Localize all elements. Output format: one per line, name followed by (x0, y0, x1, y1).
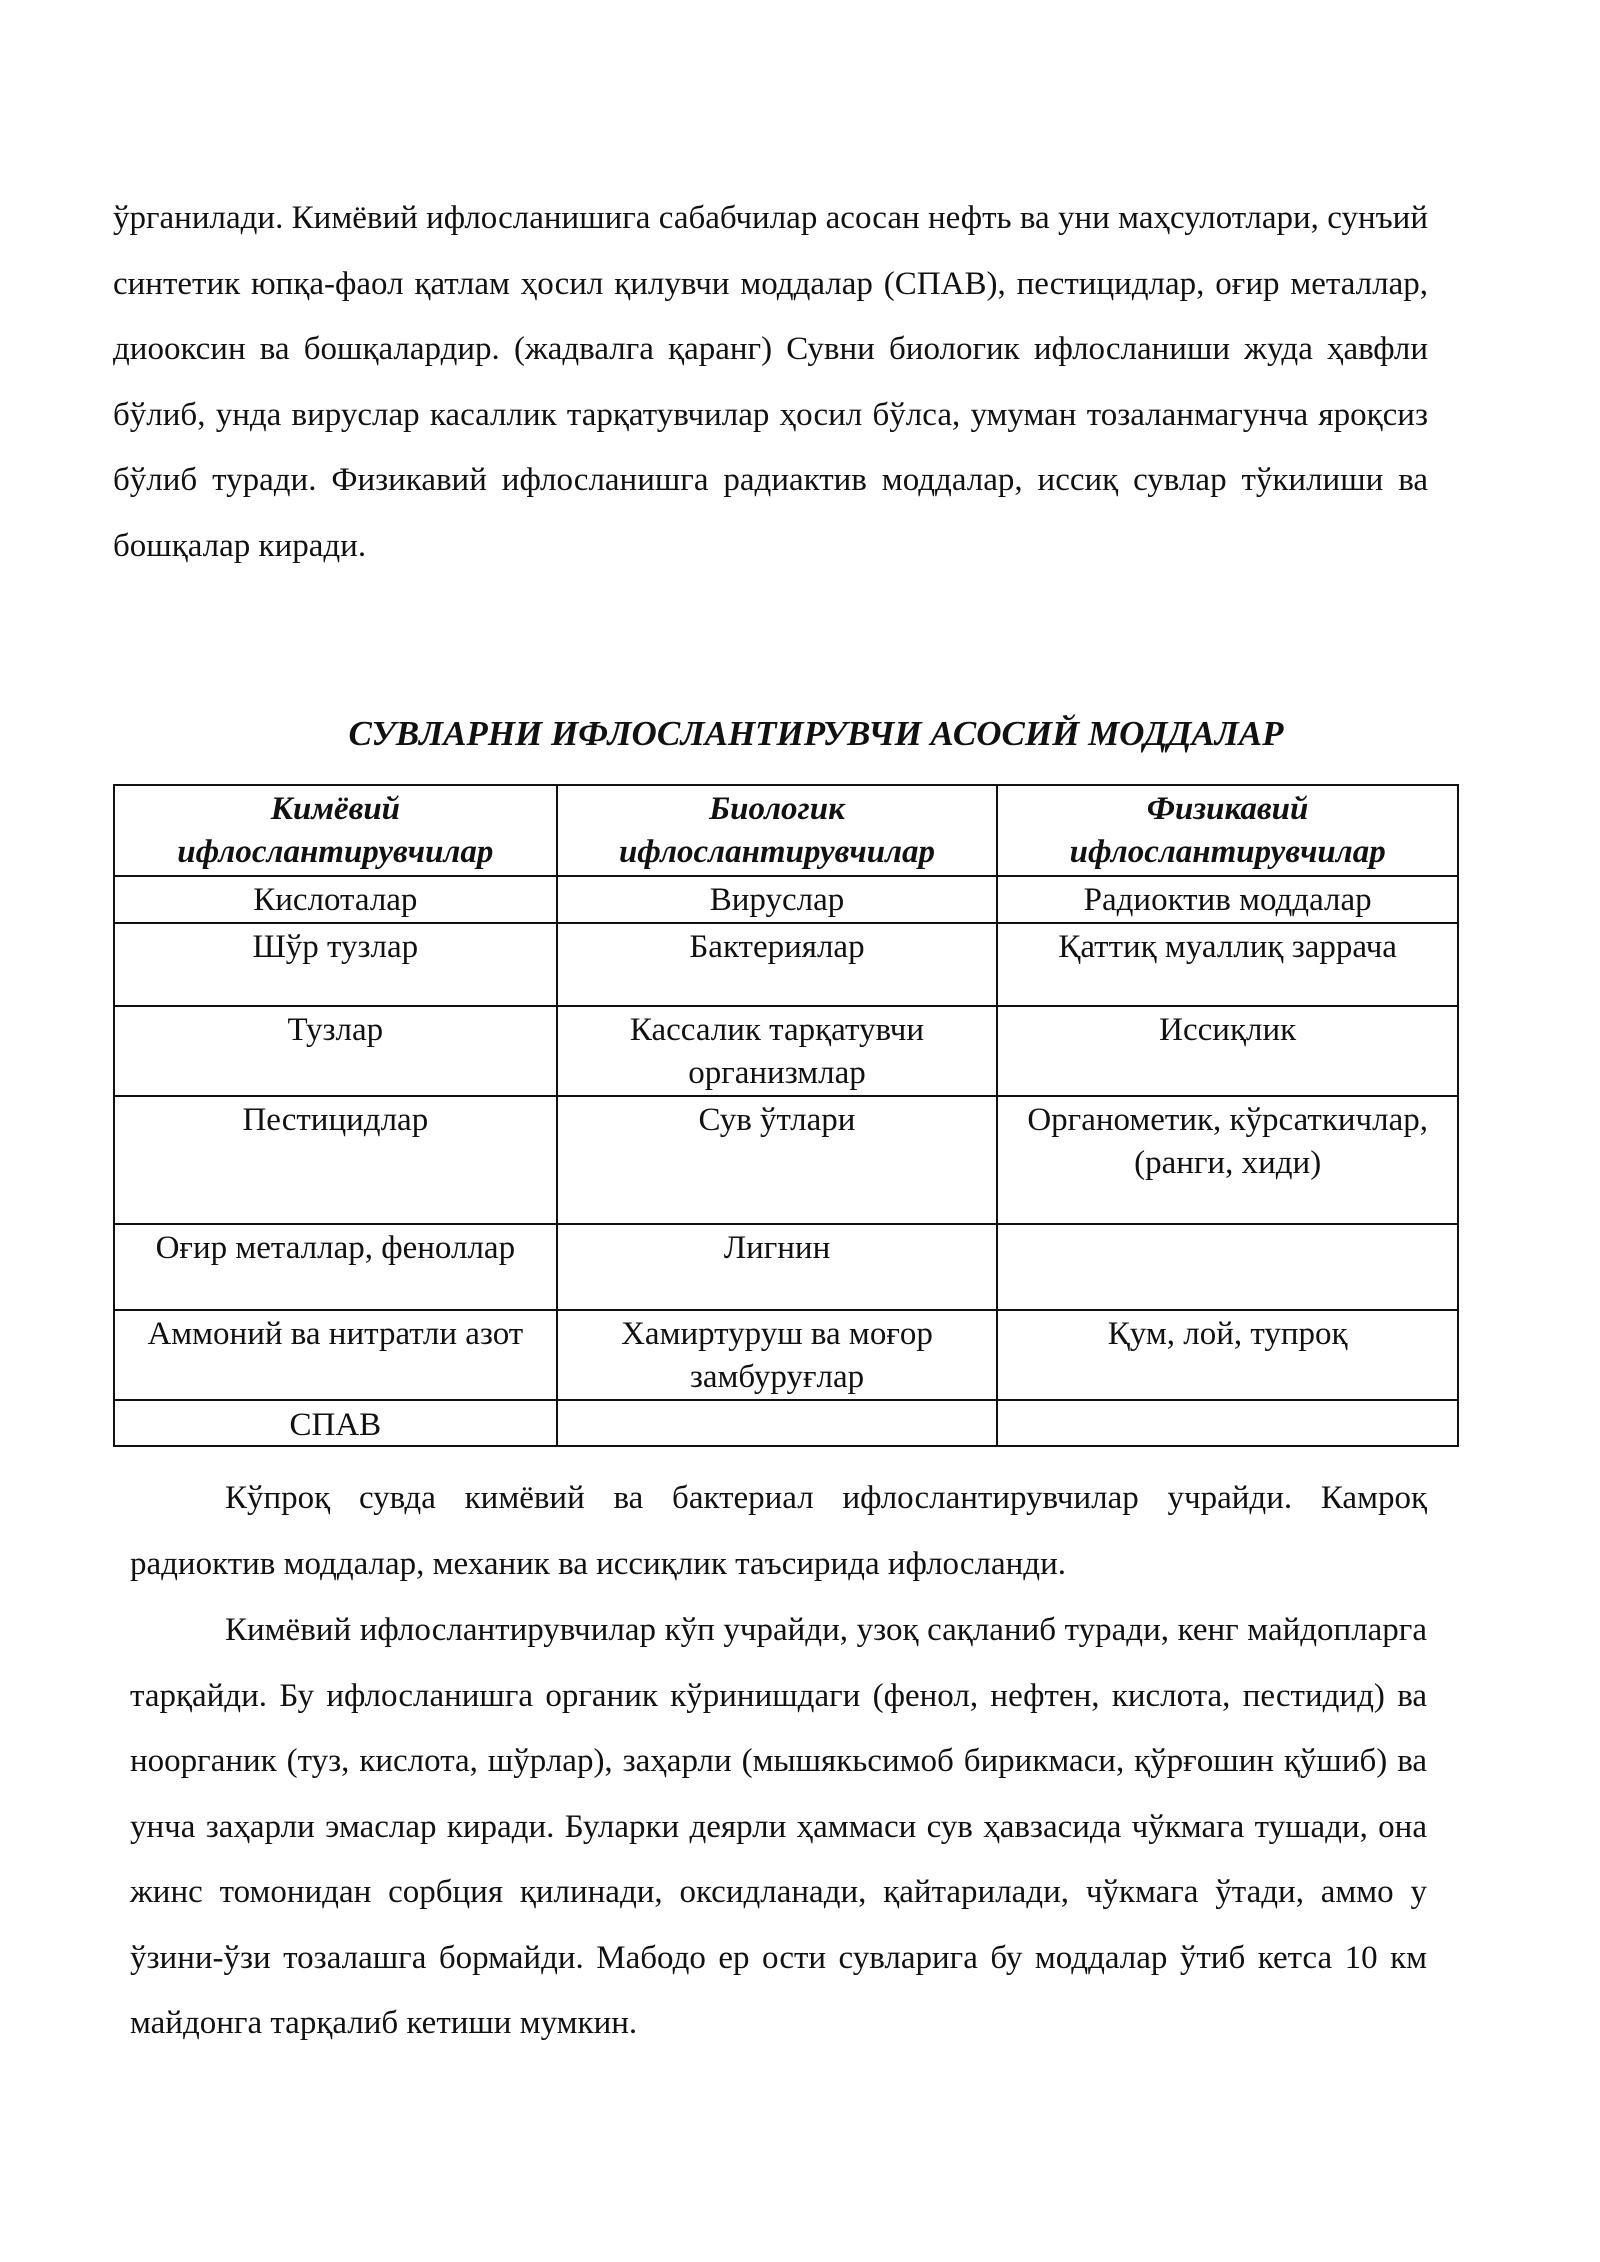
table-row (114, 1400, 1458, 1446)
table-cell: Бактериялар (557, 923, 998, 1006)
table-cell: Радиоктив моддалар (997, 876, 1458, 923)
table-row (114, 1096, 1458, 1224)
table-cell (557, 1400, 998, 1446)
table-row (114, 876, 1458, 923)
table-cell: Иссиқлик (997, 1006, 1458, 1096)
table-cell: Кислоталар (114, 876, 557, 923)
body-paragraph: Кимёвий ифлослантирувчилар кўп учрайди, узоқ сақланиб туради, кенг майдопларга тарқайди. Бу ифлосланишга органик кўринишдаги (фенол, нефтен, кислота, пестидид) ва ноорганик (туз, кислота, шўрлар), заҳарли (мышякьсимоб бирикмаси, қўрғошин қўшиб) ва унча заҳарли эмаслар киради. Буларки деярли ҳаммаси сув ҳавзасида чўкмага тушади, она жинс томонидан сорбция қилинади, оксидланади, қайтарилади, чўкмага ўтади, аммо у ўзини-ўзи тозалашга бормайди. Мабодо ер ости сувларига бу моддалар ўтиб кетса 10 км майдонга тарқалиб кетиши мумкин. (130, 1612, 1427, 2041)
table-cell: Пестицидлар (114, 1096, 557, 1224)
table-cell (997, 1224, 1458, 1310)
table-cell: Лигнин (557, 1224, 998, 1310)
header-chemical: Кимёвий ифлослантирувчилар (114, 785, 557, 876)
table-cell: Аммоний ва нитратли азот (114, 1310, 557, 1400)
table-row (114, 923, 1458, 1006)
table-cell: Сув ўтлари (557, 1096, 998, 1224)
table-cell: Оғир металлар, феноллар (114, 1224, 557, 1310)
table-cell: Органометик, кўрсаткичлар, (ранги, хиди) (997, 1096, 1458, 1224)
intro-paragraph: ўрганилади. Кимёвий ифлосланишига сабабчилар асосан нефть ва уни маҳсулотлари, сунъий синтетик юпқа-фаол қатлам ҳосил қилувчи моддалар (СПАВ), пестицидлар, оғир металлар, диооксин ва бошқалардир. (жадвалга қаранг) Сувни биологик ифлосланиши жуда ҳавфли бўлиб, унда вируслар касаллик тарқатувчилар ҳосил бўлса, умуман тозаланмагунча яроқсиз бўлиб туради. Физикавий ифлосланишга радиактив моддалар, иссиқ сувлар тўкилиши ва бошқалар киради. (113, 200, 1428, 564)
table-cell: Шўр тузлар (114, 923, 557, 1006)
table-cell: Хамиртуруш ва моғор замбуруғлар (557, 1310, 998, 1400)
table-cell: СПАВ (114, 1400, 557, 1446)
table-cell: Қум, лой, тупроқ (997, 1310, 1458, 1400)
table-title: СУВЛАРНИ ИФЛОСЛАНТИРУВЧИ АСОСИЙ МОДДАЛАР (348, 714, 1284, 753)
table-cell (997, 1400, 1458, 1446)
header-physical: Физикавий ифлослантирувчилар (997, 785, 1458, 876)
table-row (114, 1006, 1458, 1096)
table-cell: Қаттиқ муаллиқ заррача (997, 923, 1458, 1006)
table-header-row (114, 785, 1458, 876)
table-cell: Тузлар (114, 1006, 557, 1096)
table-cell: Кассалик тарқатувчи организмлар (557, 1006, 998, 1096)
pollutants-table (113, 784, 1459, 1447)
body-paragraph: Кўпроқ сувда кимёвий ва бактериал ифлослантирувчилар учрайди. Камроқ радиоктив моддалар, механик ва иссиқлик таъсирида ифлосланди. (130, 1480, 1427, 1582)
header-biological: Биологик ифлослантирувчилар (557, 785, 998, 876)
table-row (114, 1224, 1458, 1310)
table-cell: Вируслар (557, 876, 998, 923)
table-row (114, 1310, 1458, 1400)
